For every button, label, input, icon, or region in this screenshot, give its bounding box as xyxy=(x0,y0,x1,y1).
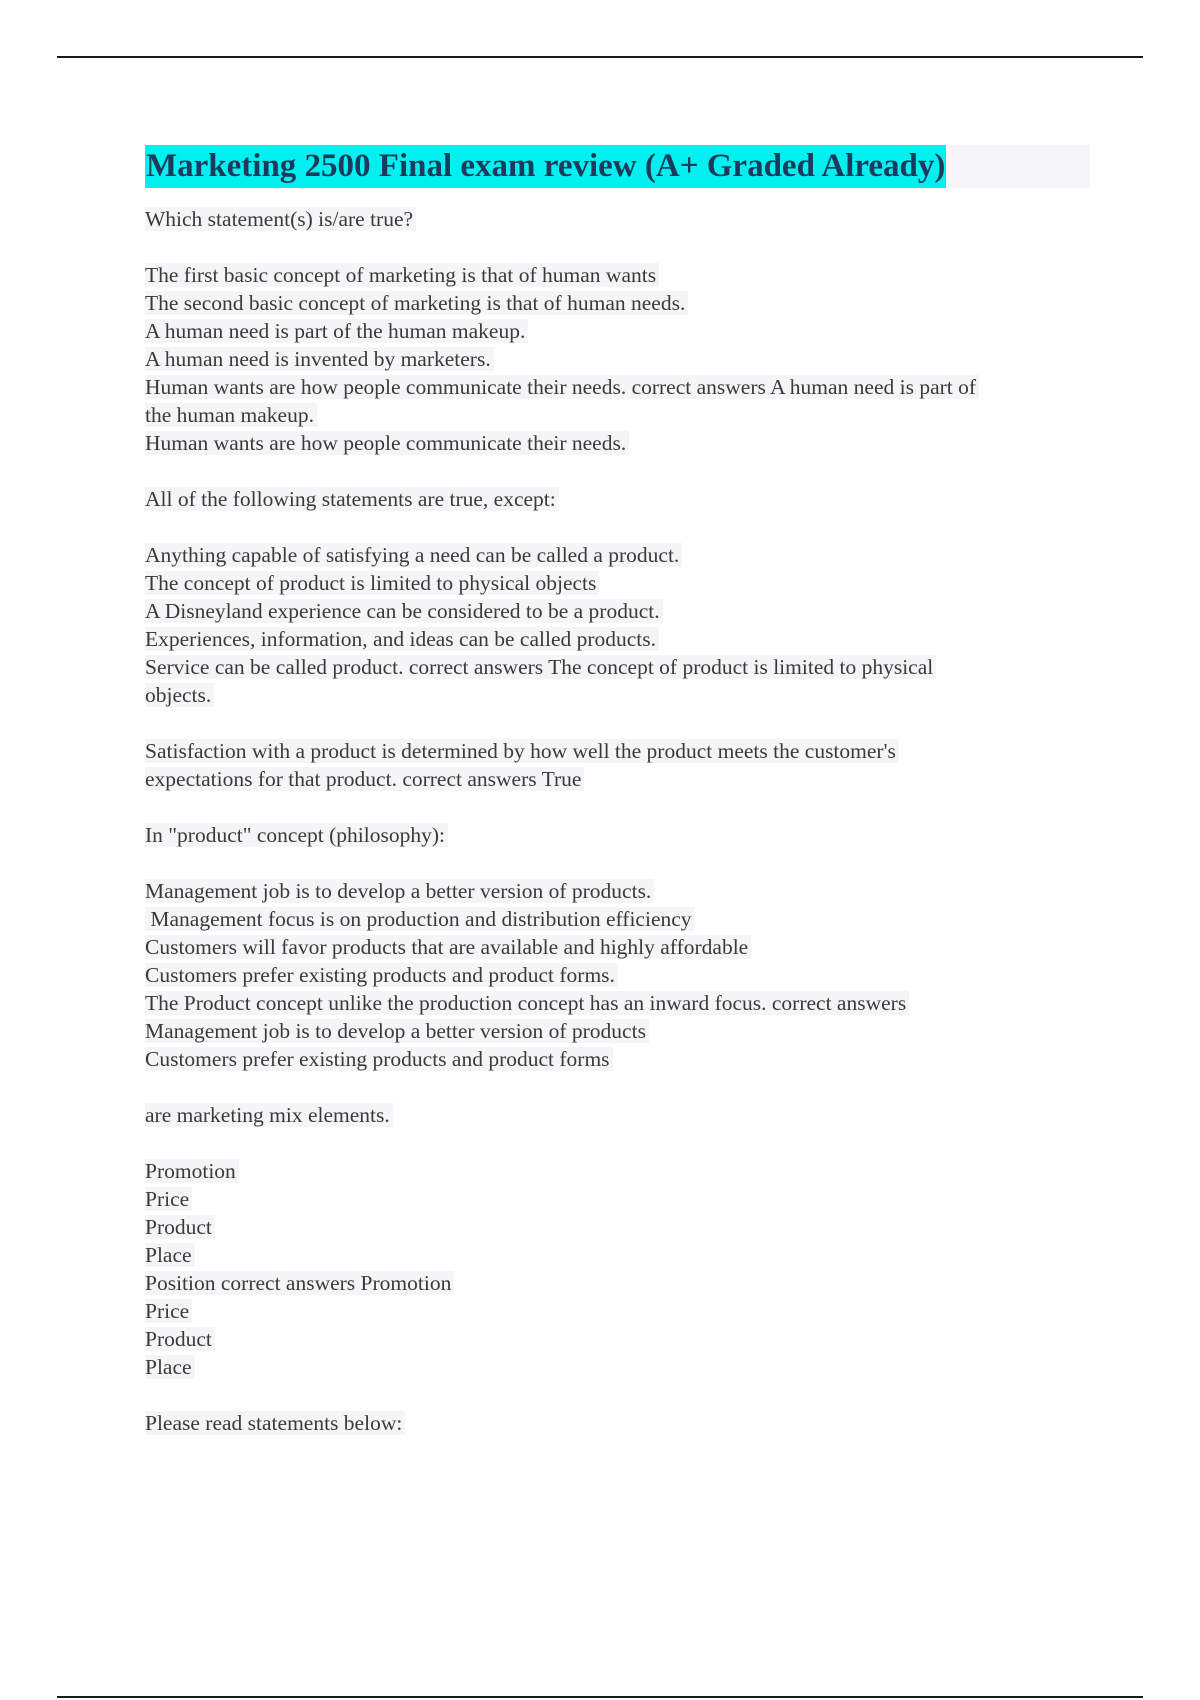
paragraph-gap xyxy=(145,793,1090,821)
paragraph-gap xyxy=(145,1129,1090,1157)
text-line xyxy=(145,541,1090,569)
text-line xyxy=(145,905,1090,933)
text-line-content: A Disneyland experience can be considered to be a product. xyxy=(145,599,663,623)
paragraph-gap xyxy=(145,1381,1090,1409)
paragraph xyxy=(145,541,1090,709)
text-line-content: objects. xyxy=(145,683,214,707)
paragraph-gap xyxy=(145,513,1090,541)
text-line-content: Customers prefer existing products and product forms xyxy=(145,1047,613,1071)
document-page xyxy=(145,145,1090,1437)
text-line xyxy=(145,877,1090,905)
text-line xyxy=(145,1017,1090,1045)
bottom-rule xyxy=(57,1696,1143,1698)
text-line xyxy=(145,1185,1090,1213)
text-line xyxy=(145,625,1090,653)
paragraph xyxy=(145,261,1090,457)
paragraph xyxy=(145,205,1090,233)
text-line-content: Customers will favor products that are available and highly affordable xyxy=(145,935,751,959)
paragraph xyxy=(145,1157,1090,1381)
paragraph-gap xyxy=(145,849,1090,877)
text-line xyxy=(145,289,1090,317)
text-line xyxy=(145,765,1090,793)
text-line xyxy=(145,1269,1090,1297)
text-line-content: Please read statements below: xyxy=(145,1411,405,1435)
paragraph xyxy=(145,1101,1090,1129)
text-line-content: The second basic concept of marketing is that of human needs. xyxy=(145,291,688,315)
text-line-content: The first basic concept of marketing is that of human wants xyxy=(145,263,659,287)
text-line xyxy=(145,373,1090,401)
text-line-content: Management job is to develop a better version of products. xyxy=(145,879,654,903)
text-line-content: Experiences, information, and ideas can be called products. xyxy=(145,627,659,651)
text-line-content: Product xyxy=(145,1215,215,1239)
text-line xyxy=(145,429,1090,457)
title-bar xyxy=(145,145,1090,188)
text-line xyxy=(145,961,1090,989)
text-line-content: The Product concept unlike the production concept has an inward focus. correct answers xyxy=(145,991,909,1015)
paragraph-gap xyxy=(145,233,1090,261)
text-line-content: All of the following statements are true, except: xyxy=(145,487,559,511)
text-line-content: Management focus is on production and distribution efficiency xyxy=(145,907,695,931)
paragraph xyxy=(145,1409,1090,1437)
text-line-content: Price xyxy=(145,1187,192,1211)
paragraph xyxy=(145,877,1090,1073)
text-line-content: Service can be called product. correct answers The concept of product is limited to physical xyxy=(145,655,936,679)
text-line xyxy=(145,1297,1090,1325)
text-line-content: The concept of product is limited to physical objects xyxy=(145,571,599,595)
text-line xyxy=(145,821,1090,849)
text-line-content: Place xyxy=(145,1355,195,1379)
text-line xyxy=(145,1409,1090,1437)
paragraph xyxy=(145,485,1090,513)
text-line-content: expectations for that product. correct answers True xyxy=(145,767,584,791)
text-line xyxy=(145,401,1090,429)
text-line-content: A human need is part of the human makeup. xyxy=(145,319,528,343)
text-line xyxy=(145,933,1090,961)
text-line-content: Human wants are how people communicate their needs. xyxy=(145,431,629,455)
paragraph-gap xyxy=(145,457,1090,485)
text-line xyxy=(145,205,1090,233)
text-line-content: Promotion xyxy=(145,1159,239,1183)
text-line xyxy=(145,653,1090,681)
text-line-content: Satisfaction with a product is determined by how well the product meets the customer's xyxy=(145,739,899,763)
top-rule xyxy=(57,56,1143,58)
document-body xyxy=(145,205,1090,1437)
text-line xyxy=(145,1157,1090,1185)
text-line-content: Place xyxy=(145,1243,195,1267)
text-line xyxy=(145,569,1090,597)
text-line-content: Management job is to develop a better version of products xyxy=(145,1019,649,1043)
document-title: Marketing 2500 Final exam review (A+ Graded Already) xyxy=(145,145,946,188)
text-line-content: Anything capable of satisfying a need can be called a product. xyxy=(145,543,682,567)
text-line xyxy=(145,345,1090,373)
text-line-content: the human makeup. xyxy=(145,403,317,427)
text-line xyxy=(145,737,1090,765)
text-line xyxy=(145,261,1090,289)
text-line-content: Which statement(s) is/are true? xyxy=(145,207,416,231)
text-line-content: Customers prefer existing products and product forms. xyxy=(145,963,618,987)
text-line xyxy=(145,1213,1090,1241)
text-line-content: Price xyxy=(145,1299,192,1323)
text-line-content: are marketing mix elements. xyxy=(145,1103,393,1127)
paragraph-gap xyxy=(145,709,1090,737)
text-line-content: Position correct answers Promotion xyxy=(145,1271,454,1295)
paragraph xyxy=(145,821,1090,849)
text-line xyxy=(145,1241,1090,1269)
text-line xyxy=(145,597,1090,625)
text-line xyxy=(145,1101,1090,1129)
text-line-content: Product xyxy=(145,1327,215,1351)
text-line xyxy=(145,1045,1090,1073)
paragraph xyxy=(145,737,1090,793)
text-line-content: A human need is invented by marketers. xyxy=(145,347,494,371)
text-line xyxy=(145,1353,1090,1381)
text-line-content: Human wants are how people communicate their needs. correct answers A human need is part of xyxy=(145,375,979,399)
text-line-content: In "product" concept (philosophy): xyxy=(145,823,448,847)
text-line xyxy=(145,317,1090,345)
text-line xyxy=(145,1325,1090,1353)
text-line xyxy=(145,681,1090,709)
text-line xyxy=(145,989,1090,1017)
text-line xyxy=(145,485,1090,513)
paragraph-gap xyxy=(145,1073,1090,1101)
